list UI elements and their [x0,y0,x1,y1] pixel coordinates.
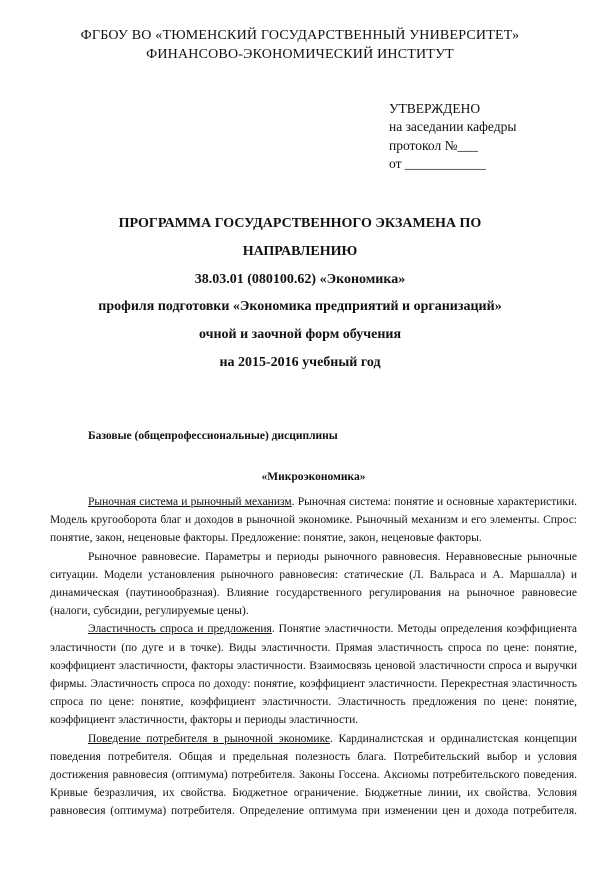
university-name: ФГБОУ ВО «ТЮМЕНСКИЙ ГОСУДАРСТВЕННЫЙ УНИВЕРСИТЕТ» [80,28,520,43]
title-line-3: 38.03.01 (080100.62) «Экономика» [194,271,406,287]
title-line-5: очной и заочной форм обучения [198,327,402,343]
title-line-2: НАПРАВЛЕНИЮ [242,243,358,259]
title-line-1: ПРОГРАММА ГОСУДАРСТВЕННОГО ЭКЗАМЕНА ПО [118,216,482,231]
topic-lead: Эластичность спроса и предложения [88,623,272,636]
approval-line-date: от ____________ [389,155,486,171]
body-paragraph [50,730,577,821]
institute-name: ФИНАНСОВО-ЭКОНОМИЧЕСКИЙ ИНСТИТУТ [146,47,454,62]
title-line-4: профиля подготовки «Экономика предприятий и организаций» [98,299,502,315]
topic-body: . Кардиналистская и ординалистская концепции поведения потребителя. Общая и предельная полезность блага. Потребительский выбор и условия достижения равновесия (оптимума) потребителя. Законы Госсена. Аксиомы потребительского поведения. Кривые безразличия, их свойства. Бюджетное ограничение. Бюджетные линии, их свойства. Условия равновесия (оптимума) потребителя. Определение оптимума при изменении цен и дохода потребителя. [50,732,577,818]
university-header [0,26,600,64]
body-paragraph [50,620,577,729]
topic-body: . Понятие эластичности. Методы определения коэффициента эластичности (по дуге и в точке). Виды эластичности. Прямая эластичность спроса по цене: понятие, коэффициент эластичности, факторы эластичности. Взаимосвязь ценовой эластичности спроса и выручки фирмы. Эластичность спроса по доходу: понятие, коэффициент эластичности. Перекрестная эластичность спроса по цене: понятие, коэффициент эластичности. Эластичность предложения по цене: понятие, коэффициент эластичности, факторы и периоды эластичности. [50,623,577,727]
approval-block [389,100,516,173]
body-text [50,493,577,821]
title-line-6: на 2015-2016 учебный год [219,354,381,370]
topic-lead: Рыночная система и рыночный механизм [88,496,292,508]
discipline-subheading: «Микроэкономика» [261,471,366,483]
topic-lead: Поведение потребителя в рыночной экономике [88,732,330,745]
topic-body: Рыночное равновесие. Параметры и периоды рыночного равновесия. Неравновесные рыночные ситуации. Модели установления рыночного равновесия: статические (Л. Вальраса и А. Маршалла) и динамическая (паутинообразная). Влияние государственного регулирования на рыночное равновесие (налоги, субсидии, регулируемые цены). [50,550,577,618]
approval-line-approved: УТВЕРЖДЕНО [389,101,481,116]
document-title [0,210,600,377]
body-paragraph [50,548,577,621]
approval-line-meeting: на заседании кафедры [389,119,517,135]
section-heading: Базовые (общепрофессиональные) дисциплины [88,430,338,442]
body-paragraph [50,493,577,548]
topic-body: . Рыночная система: понятие и основные характеристики. Модель кругооборота благ и доходов в рыночной экономике. Рыночный механизм и его элементы. Спрос: понятие, закон, неценовые факторы. Предложение: понятие, закон, неценовые факторы. [50,496,578,545]
approval-line-protocol: протокол №___ [389,137,478,153]
